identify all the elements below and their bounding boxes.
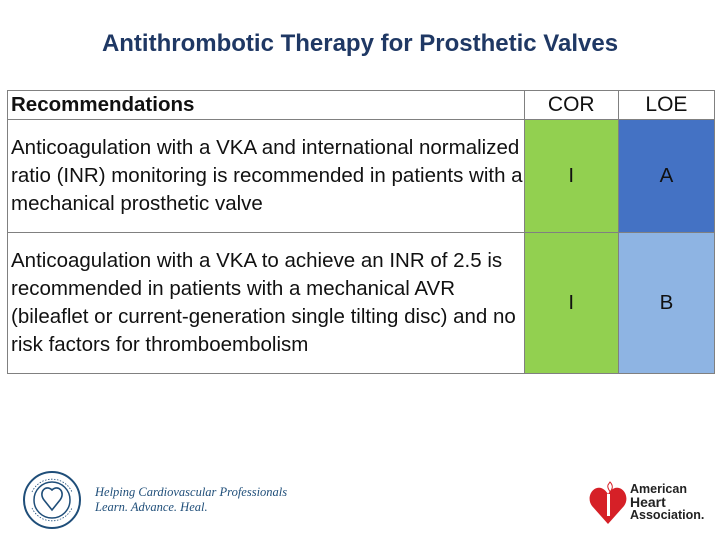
aha-line2: Heart xyxy=(630,494,666,510)
table-row xyxy=(8,233,715,374)
recommendation-text: Anticoagulation with a VKA to achieve an INR of 2.5 is recommended in patients with a mechanical AVR (bileaflet or current-generation single tilting disc) and no risk factors for thromboembolism xyxy=(8,233,525,374)
header-cor: COR xyxy=(524,91,618,120)
recommendations-table xyxy=(7,90,715,374)
acc-tagline-line2: Learn. Advance. Heal. xyxy=(95,500,208,514)
cor-cell: I xyxy=(524,120,618,233)
slide-title: Antithrombotic Therapy for Prosthetic Valves xyxy=(101,30,619,57)
acc-tagline-line1: Helping Cardiovascular Professionals xyxy=(95,485,288,499)
aha-wordmark xyxy=(630,483,704,522)
loe-cell: B xyxy=(618,233,714,374)
aha-line1: American xyxy=(630,482,687,496)
table-row xyxy=(8,120,715,233)
cor-cell: I xyxy=(524,233,618,374)
aha-line3: Association. xyxy=(630,508,705,522)
loe-cell: A xyxy=(618,120,714,233)
recommendation-text: Anticoagulation with a VKA and international normalized ratio (INR) monitoring is recommended in patients with a mechanical prosthetic valve xyxy=(8,120,525,233)
header-loe: LOE xyxy=(618,91,714,120)
header-recommendations: Recommendations xyxy=(8,91,525,120)
acc-seal-logo xyxy=(22,470,82,530)
acc-tagline xyxy=(95,485,287,515)
table-header-row xyxy=(8,91,715,120)
aha-heart-torch-logo xyxy=(588,478,628,528)
